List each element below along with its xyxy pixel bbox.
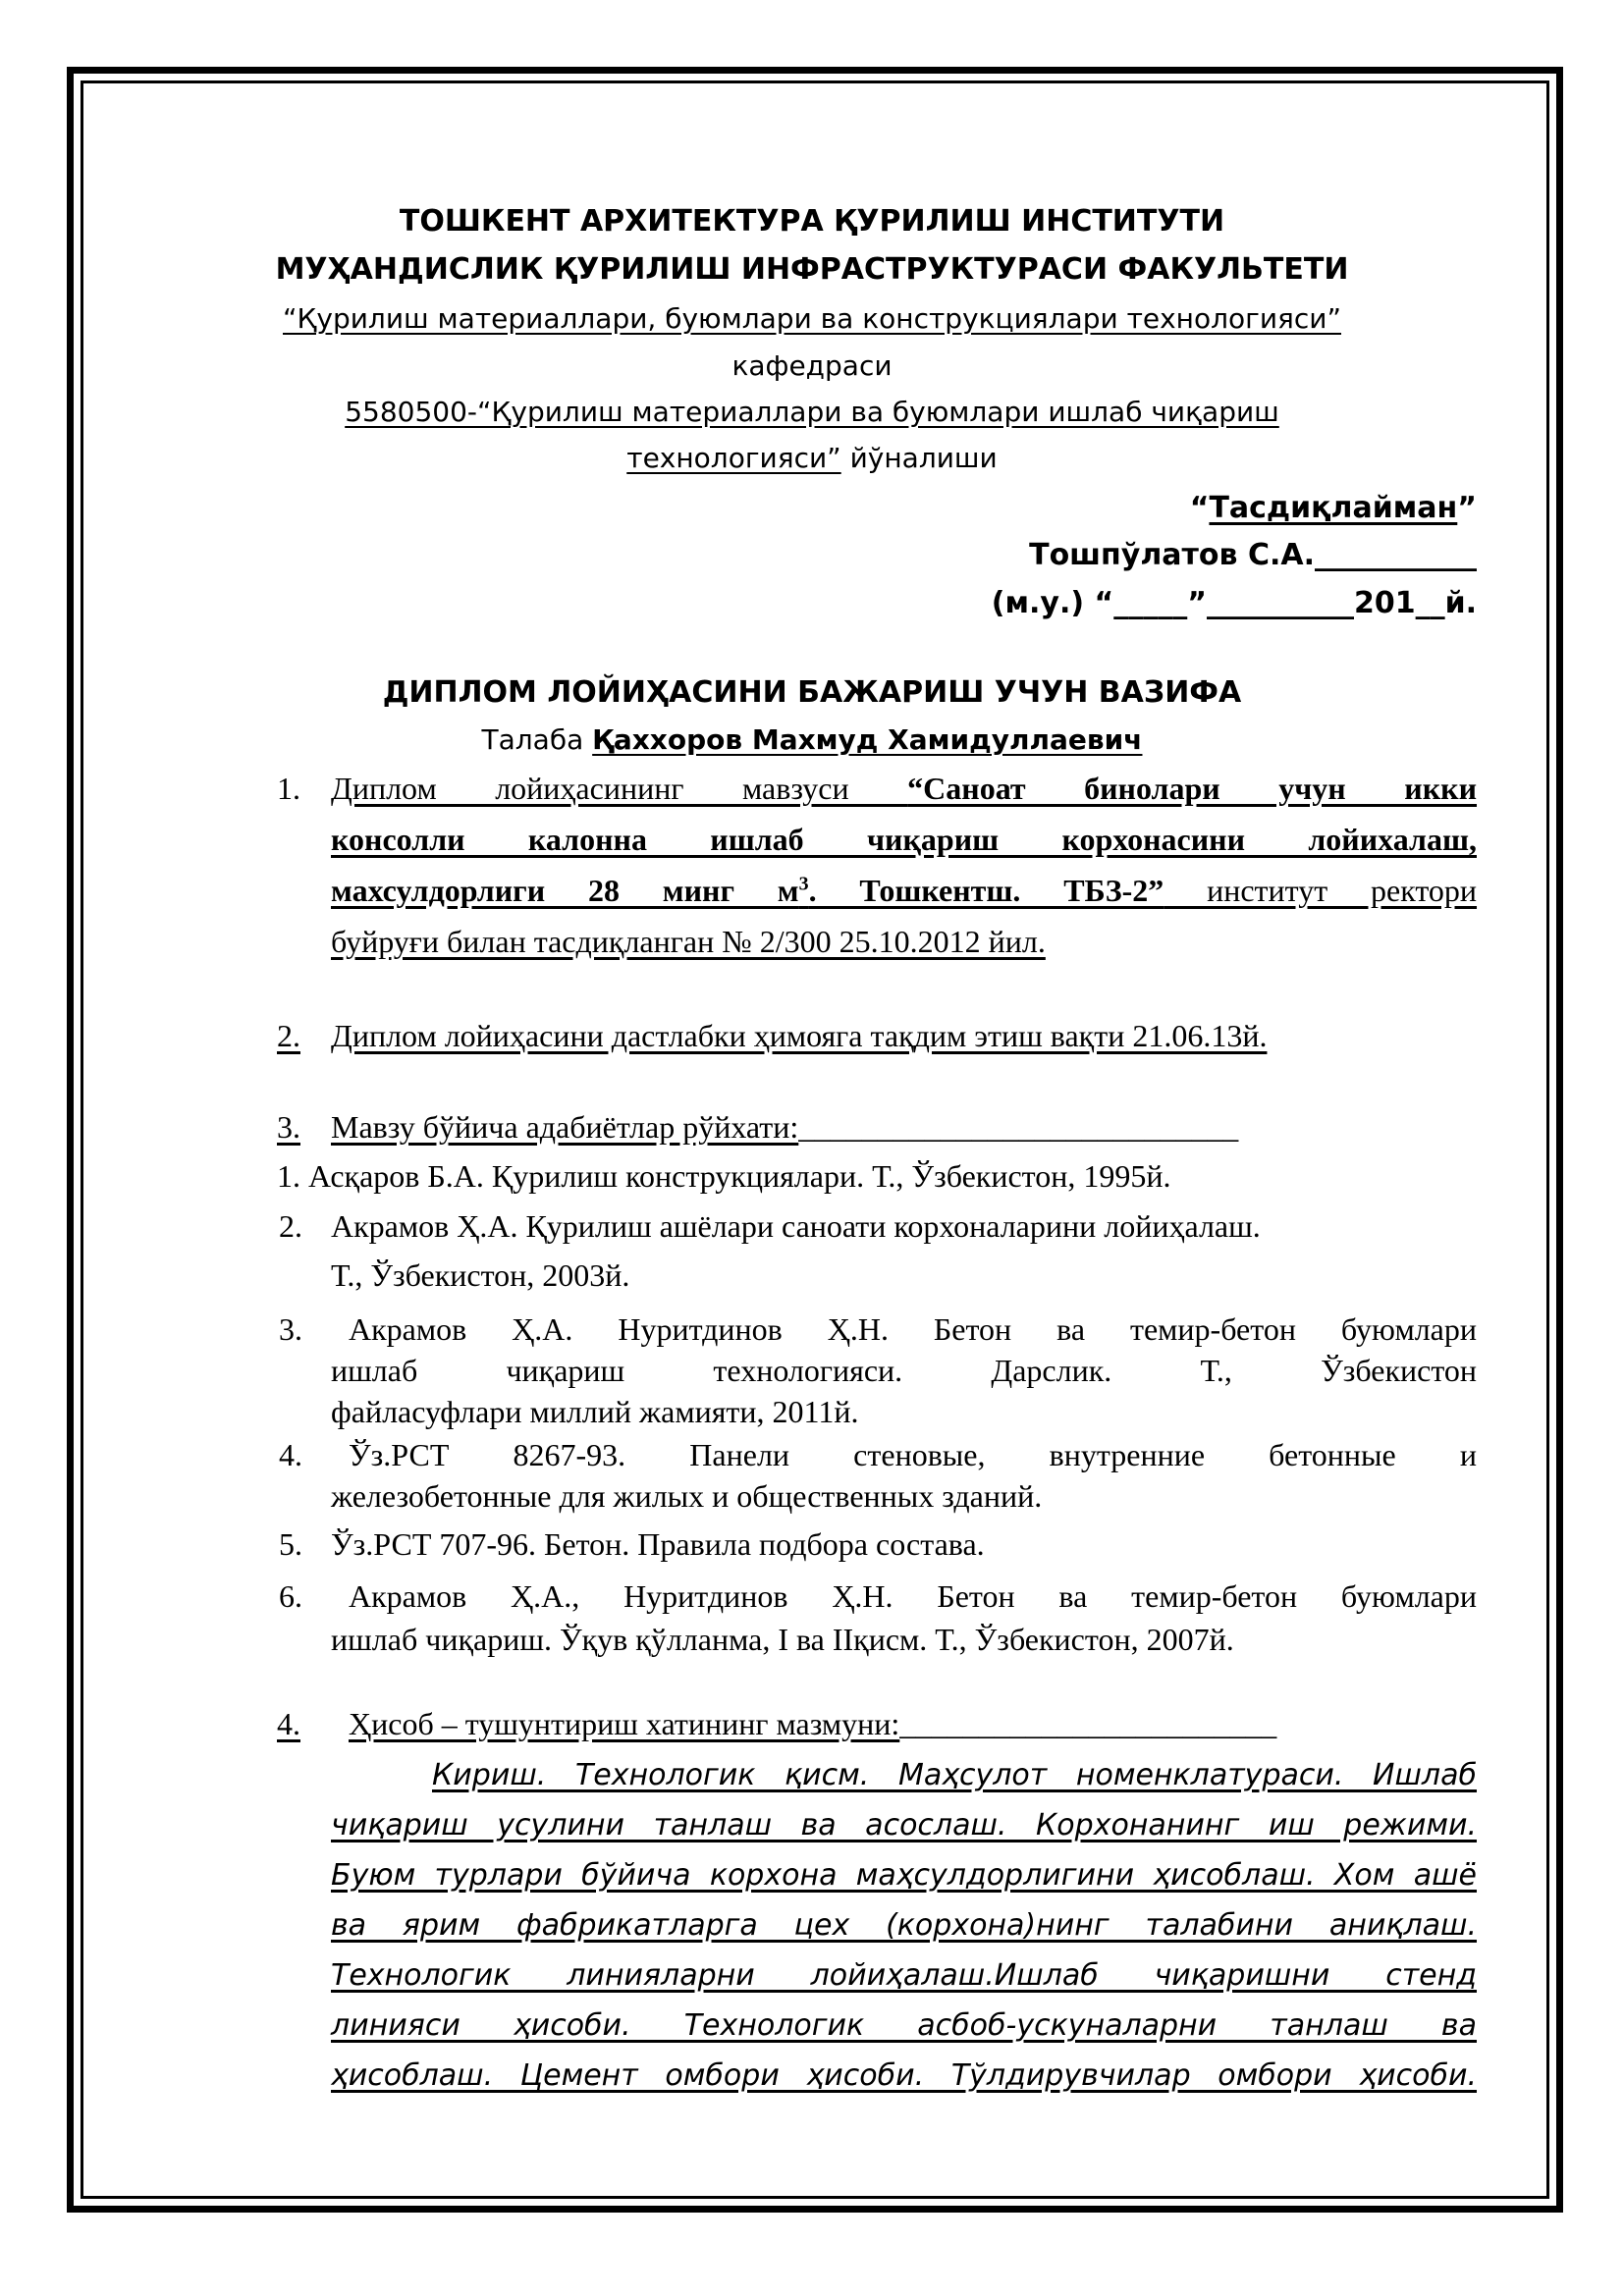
literature-item-4-number: 4.: [279, 1437, 302, 1472]
topic-lead: Диплом лойиҳасининг мавзуси: [331, 771, 908, 806]
direction-underlined: технологияси”: [626, 442, 841, 474]
direction-line-2: [147, 442, 1477, 474]
direction-line-1: [147, 396, 1477, 428]
literature-item-4-line-2: железобетонные для жилых и общественных зданий.: [331, 1478, 1043, 1514]
contents-line-2: чиқариш усулини танлаш ва асослаш. Корхонанинг иш режими.: [331, 1808, 1477, 1842]
topic-title-end-a: махсулдорлиги 28 минг м: [331, 873, 799, 908]
literature-item-3-number: 3.: [279, 1311, 302, 1347]
literature-item-5-number: 5.: [279, 1526, 302, 1562]
approval-title-text: Тасдиқлайман: [1209, 491, 1458, 525]
literature-item-3-line-2: ишлаб чиқариш технологияси. Дарслик. Т., Ўзбекистон: [331, 1353, 1477, 1388]
contents-line-4: ва ярим фабрикатларга цех (корхона)нинг талабини аниқлаш.: [331, 1908, 1477, 1943]
topic-number: 1.: [277, 771, 300, 806]
contents-title: Ҳисоб – тушунтириш хатининг мазмуни:: [349, 1706, 900, 1741]
literature-item-1-line-1: Асқаров Б.А. Қурилиш конструкциялари. Т., Ўзбекистон, 1995й.: [308, 1158, 1171, 1194]
topic-line-2: консолли калонна ишлаб чиқариш корхонасини лойихалаш,: [331, 822, 1477, 857]
approver-name: Тошпўлатов С.А.___________: [1029, 538, 1477, 572]
defense-text: Диплом лойиҳасини дастлабки ҳимояга тақдим этиш вақти 21.06.13й.: [331, 1018, 1268, 1053]
contents-line-6: линияси ҳисоби. Технологик асбоб-ускуналарни танлаш ва: [331, 2008, 1477, 2043]
literature-item-1-number: 1.: [277, 1158, 300, 1194]
contents-number: [277, 1706, 300, 1742]
defense-number: [277, 1018, 300, 1054]
literature-item-6-line-2: ишлаб чиқариш. Ўқув қўлланма, I ва IIқисм. Т., Ўзбекистон, 2007й.: [331, 1622, 1234, 1657]
literature-item-2-line-1: Акрамов Ҳ.А. Қурилиш ашёлари саноати корхоналарини лойиҳалаш.: [331, 1208, 1261, 1244]
literature-number: [277, 1109, 300, 1146]
contents-blank: ________________________: [899, 1706, 1277, 1741]
topic-superscript: 3: [798, 873, 809, 895]
contents-heading: [349, 1706, 1477, 1742]
topic-line-1: [331, 771, 1477, 807]
institute-title: ТОШКЕНТ АРХИТЕКТУРА ҚУРИЛИШ ИНСТИТУТИ: [399, 204, 1225, 239]
topic-line-3: [331, 873, 1477, 909]
topic-line-4: буйруғи билан тасдиқланган № 2/300 25.10.2012 йил.: [331, 924, 1046, 959]
faculty-title: МУҲАНДИСЛИК ҚУРИЛИШ ИНФРАСТРУКТУРАСИ ФАКУЛЬТЕТИ: [275, 252, 1349, 287]
approval-title: [147, 491, 1477, 525]
literature-item-4-line-1: Ўз.РСТ 8267-93. Панели стеновые, внутренние бетонные и: [349, 1437, 1477, 1472]
direction-line-1-text: 5580500-“Қурилиш материаллари ва буюмлари ишлаб чиқариш: [345, 396, 1279, 428]
contents-line-5: Технологик линияларни лойиҳалаш.Ишлаб чиқаришни стенд: [331, 1958, 1477, 1993]
literature-item-5-line-1: Ўз.РСТ 707-96. Бетон. Правила подбора состава.: [331, 1526, 985, 1562]
literature-blank: ____________________________: [798, 1109, 1239, 1145]
literature-item-6-number: 6.: [279, 1578, 302, 1614]
contents-line-3: Буюм турлари бўйича корхона маҳсулдорлигини ҳисоблаш. Хом ашё: [331, 1858, 1477, 1893]
contents-line-7: ҳисоблаш. Цемент омбори ҳисоби. Тўлдирувчилар омбори ҳисоби.: [331, 2058, 1477, 2093]
literature-item-2-line-2: Т., Ўзбекистон, 2003й.: [331, 1257, 630, 1293]
literature-item-3-line-1: Акрамов Ҳ.А. Нуритдинов Ҳ.Н. Бетон ва темир-бетон буюмлари: [349, 1311, 1477, 1347]
department-name: [147, 302, 1477, 335]
assignment-title: ДИПЛОМ ЛОЙИҲАСИНИ БАЖАРИШ УЧУН ВАЗИФА: [382, 675, 1242, 710]
literature-item-2-number: 2.: [279, 1208, 302, 1244]
student-name: Қаххоров Махмуд Хамидуллаевич: [592, 723, 1143, 756]
defense-number-text: 2.: [277, 1018, 300, 1053]
contents-line-1: Кириш. Технологик қисм. Маҳсулот номенклатураси. Ишлаб: [432, 1758, 1477, 1792]
topic-title-end-b: . Тошкентш. ТБЗ-2”: [808, 873, 1164, 908]
approval-open-quote: “: [1189, 491, 1210, 525]
literature-heading: [331, 1109, 1477, 1146]
student-line: [147, 723, 1477, 756]
department-word: кафедраси: [731, 349, 893, 382]
department-name-text: “Қурилиш материаллари, буюмлари ва конструкциялари технологияси”: [283, 302, 1341, 335]
literature-title: Мавзу бўйича адабиётлар рўйхати:: [331, 1109, 799, 1145]
contents-number-text: 4.: [277, 1706, 300, 1741]
direction-suffix: йўналиши: [840, 442, 998, 474]
student-label: Талаба: [481, 723, 593, 756]
literature-item-3-line-3: файласуфлари миллий жамияти, 2011й.: [331, 1394, 859, 1429]
literature-item-6-line-1: Акрамов Ҳ.А., Нуритдинов Ҳ.Н. Бетон ва темир-бетон буюмлари: [349, 1578, 1477, 1614]
literature-number-text: 3.: [277, 1109, 300, 1145]
approval-date: (м.у.) “_____”__________201__й.: [991, 586, 1477, 620]
topic-rector: институт ректори: [1164, 873, 1478, 908]
approval-close-quote: ”: [1457, 491, 1477, 525]
topic-title-start: “Саноат бинолари учун икки: [907, 771, 1478, 806]
